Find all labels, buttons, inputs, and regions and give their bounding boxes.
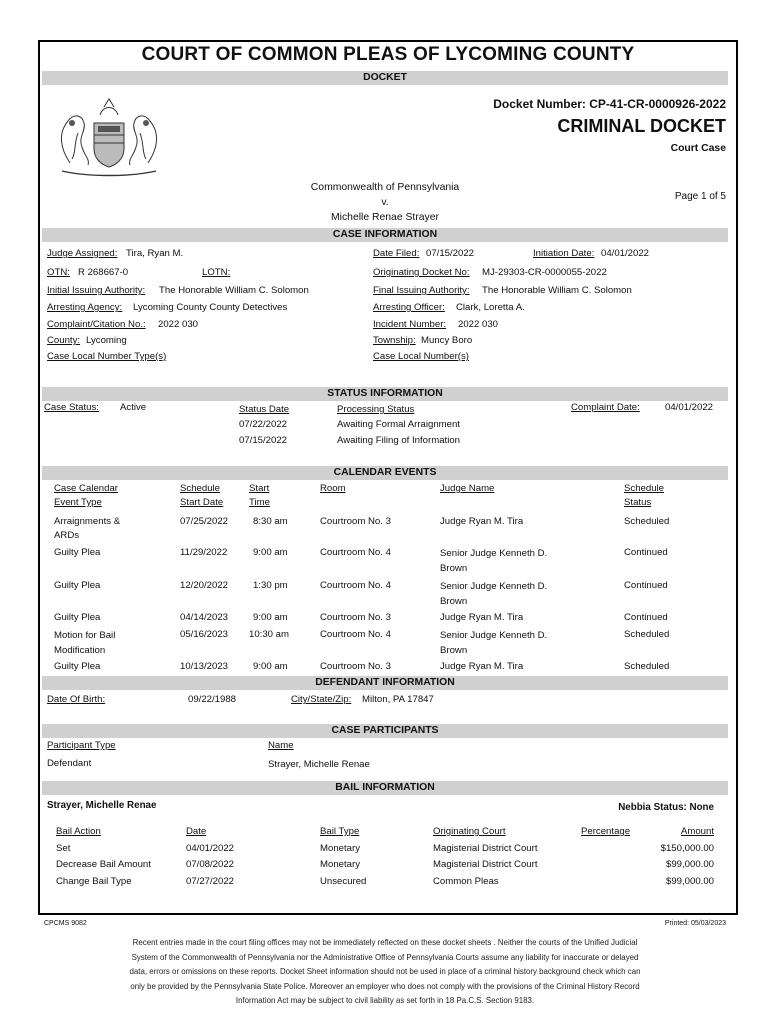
incident-number-label: Incident Number:	[373, 319, 447, 330]
disclaimer-line: data, errors or omissions on these reports. Docket Sheet information should not be used in place of a criminal history background check which can	[129, 967, 641, 977]
calendar-event-room: Courtroom No. 4	[320, 629, 391, 640]
disclaimer-line: only be provided by the Pennsylvania State Police. Moreover an employer who does not comply with the provisions of the Criminal History Record	[130, 981, 640, 991]
calendar-event-date: 11/29/2022	[180, 547, 228, 558]
nebbia-status: Nebbia Status: None	[618, 802, 714, 813]
participant-type: Defendant	[47, 758, 92, 769]
complaint-date-value: 04/01/2022	[665, 402, 714, 413]
bail-court: Magisterial District Court	[433, 859, 538, 870]
participant-name-header: Name	[268, 740, 294, 751]
status-date-header: Status Date	[239, 404, 290, 415]
calendar-event-judge: Judge Ryan M. Tira	[440, 661, 524, 672]
bail-court: Common Pleas	[433, 876, 499, 887]
calendar-event-date: 12/20/2022	[180, 580, 229, 591]
originating-docket-label: Originating Docket No:	[373, 267, 470, 278]
calendar-events-band: CALENDAR EVENTS	[42, 466, 728, 480]
caption-defendant: Michelle Renae Strayer	[331, 212, 439, 223]
status-row-date: 07/15/2022	[239, 435, 288, 446]
calendar-event-time: 1:30 pm	[253, 580, 288, 591]
calendar-event-time: 9:00 am	[253, 547, 288, 558]
printed-date: Printed: 05/03/2023	[664, 920, 726, 927]
calendar-header-time: Time	[249, 497, 270, 508]
case-information-band: CASE INFORMATION	[42, 228, 728, 242]
disclaimer-line: Recent entries made in the court filing offices may not be immediately reflected on these docket sheets . Neither the courts of the Unified Judicial	[132, 938, 638, 947]
docket-band: DOCKET	[42, 71, 728, 85]
calendar-event-time: 10:30 am	[249, 629, 290, 640]
date-filed-label: Date Filed:	[373, 248, 420, 259]
case-participants-band: CASE PARTICIPANTS	[42, 724, 728, 738]
bail-header-action: Bail Action	[56, 826, 101, 837]
calendar-header-date: Schedule	[180, 483, 221, 494]
calendar-header-type: Event Type	[54, 497, 102, 508]
arresting-officer-label: Arresting Officer:	[373, 302, 445, 313]
processing-status-header: Processing Status	[337, 404, 415, 415]
bail-court: Magisterial District Court	[433, 843, 538, 854]
calendar-event-room: Courtroom No. 4	[320, 580, 391, 591]
calendar-event-type: Guilty Plea	[54, 612, 101, 623]
calendar-event-status: Scheduled	[624, 516, 670, 527]
bail-header-amount: Amount	[680, 826, 714, 837]
complaint-citation-label: Complaint/Citation No.:	[47, 319, 146, 330]
calendar-event-room: Courtroom No. 3	[320, 661, 391, 672]
initial-authority-value: The Honorable William C. Solomon	[159, 285, 309, 296]
status-row-status: Awaiting Filing of Information	[337, 435, 461, 446]
judge-assigned-value: Tira, Ryan M.	[126, 248, 184, 259]
calendar-event-type: Arraignments &	[54, 516, 121, 527]
calendar-event-date: 04/14/2023	[180, 612, 229, 623]
date-filed-value: 07/15/2022	[426, 248, 475, 259]
calendar-event-status: Scheduled	[624, 661, 670, 672]
calendar-event-judge: Brown	[440, 645, 468, 656]
calendar-header-judge: Judge Name	[440, 483, 495, 494]
initiation-date-value: 04/01/2022	[601, 248, 650, 259]
bail-person-name: Strayer, Michelle Renae	[47, 800, 157, 811]
calendar-event-type: Motion for Bail	[54, 630, 116, 641]
city-state-zip-value: Milton, PA 17847	[362, 694, 434, 705]
page-indicator: Page 1 of 5	[674, 191, 726, 202]
judge-assigned-label: Judge Assigned:	[47, 248, 118, 259]
complaint-date-label: Complaint Date:	[571, 402, 640, 413]
incident-number-value: 2022 030	[458, 319, 499, 330]
bail-date: 07/27/2022	[186, 876, 235, 887]
bail-amount: $150,000.00	[660, 843, 714, 854]
final-authority-value: The Honorable William C. Solomon	[482, 285, 632, 296]
docket-type: CRIMINAL DOCKET	[557, 116, 726, 136]
bail-type: Unsecured	[320, 876, 367, 887]
calendar-event-time: 8:30 am	[253, 516, 288, 527]
status-row-date: 07/22/2022	[239, 419, 288, 430]
calendar-event-date: 10/13/2023	[180, 661, 229, 672]
calendar-event-time: 9:00 am	[253, 661, 288, 672]
otn-value: R 268667-0	[78, 267, 129, 278]
bail-type: Monetary	[320, 859, 360, 870]
calendar-event-judge: Brown	[440, 563, 468, 574]
bail-header-court: Originating Court	[433, 826, 506, 837]
calendar-header-status: Schedule	[624, 483, 665, 494]
bail-type: Monetary	[320, 843, 360, 854]
participant-type-header: Participant Type	[47, 740, 116, 751]
status-row-status: Awaiting Formal Arraignment	[337, 419, 460, 430]
bail-amount: $99,000.00	[665, 876, 714, 887]
calendar-event-judge: Judge Ryan M. Tira	[440, 516, 524, 527]
calendar-event-judge: Judge Ryan M. Tira	[440, 612, 524, 623]
city-state-zip-label: City/State/Zip:	[291, 694, 352, 705]
defendant-information-band: DEFENDANT INFORMATION	[42, 676, 728, 690]
calendar-event-judge: Brown	[440, 596, 468, 607]
participant-name: Strayer, Michelle Renae	[268, 759, 370, 770]
arresting-officer-value: Clark, Loretta A.	[456, 302, 525, 313]
calendar-event-judge: Senior Judge Kenneth D.	[440, 548, 548, 559]
case-status-value: Active	[120, 402, 147, 413]
local-number-type-label: Case Local Number Type(s)	[47, 351, 167, 362]
docket-number: Docket Number: CP-41-CR-0000926-2022	[493, 97, 726, 111]
disclaimer-line: System of the Commonwealth of Pennsylvania nor the Administrative Office of Pennsylvania Courts assume any liability for inaccurate or delayed	[131, 952, 639, 962]
form-id: CPCMS 9082	[44, 920, 87, 927]
complaint-citation-value: 2022 030	[158, 319, 199, 330]
calendar-header-status: Status	[624, 497, 652, 508]
pennsylvania-seal-icon	[48, 93, 170, 177]
dob-label: Date Of Birth:	[47, 694, 106, 705]
bail-header-type: Bail Type	[320, 826, 360, 837]
caption-plaintiff: Commonwealth of Pennsylvania	[310, 182, 460, 193]
calendar-event-type: Modification	[54, 645, 106, 656]
dob-value: 09/22/1988	[188, 694, 237, 705]
bail-date: 04/01/2022	[186, 843, 235, 854]
calendar-event-judge: Senior Judge Kenneth D.	[440, 581, 548, 592]
arresting-agency-label: Arresting Agency:	[47, 302, 123, 313]
calendar-event-status: Scheduled	[624, 629, 670, 640]
bail-header-percentage: Percentage	[581, 826, 631, 837]
calendar-event-time: 9:00 am	[253, 612, 288, 623]
calendar-header-time: Start	[249, 483, 270, 494]
calendar-header-room: Room	[320, 483, 346, 494]
bail-action: Decrease Bail Amount	[56, 859, 151, 870]
initial-authority-label: Initial Issuing Authority:	[47, 285, 146, 296]
lotn-label: LOTN:	[202, 267, 231, 278]
calendar-event-room: Courtroom No. 3	[320, 612, 391, 623]
bail-action: Set	[56, 843, 71, 854]
otn-label: OTN:	[47, 267, 70, 278]
case-status-label: Case Status:	[44, 402, 99, 413]
county-value: Lycoming	[86, 335, 127, 346]
calendar-event-type: Guilty Plea	[54, 661, 101, 672]
disclaimer	[40, 936, 730, 1009]
township-label: Township:	[373, 335, 416, 346]
calendar-event-judge: Senior Judge Kenneth D.	[440, 630, 548, 641]
calendar-header-date: Start Date	[180, 497, 224, 508]
calendar-event-type: Guilty Plea	[54, 547, 101, 558]
calendar-header-type: Case Calendar	[54, 483, 118, 494]
calendar-event-room: Courtroom No. 3	[320, 516, 391, 527]
township-value: Muncy Boro	[421, 335, 473, 346]
final-authority-label: Final Issuing Authority:	[373, 285, 470, 296]
calendar-event-status: Continued	[624, 580, 668, 591]
caption-versus: v.	[381, 197, 389, 208]
calendar-event-room: Courtroom No. 4	[320, 547, 391, 558]
disclaimer-line: Information Act may be subject to civil liability as set forth in 18 Pa.C.S. Section 9183.	[235, 996, 535, 1006]
calendar-event-date: 07/25/2022	[180, 516, 229, 527]
bail-information-band: BAIL INFORMATION	[42, 781, 728, 795]
bail-header-date: Date	[186, 826, 207, 837]
county-label: County:	[47, 335, 81, 346]
status-information-band: STATUS INFORMATION	[42, 387, 728, 401]
calendar-event-status: Continued	[624, 612, 668, 623]
court-case-label: Court Case	[670, 143, 726, 154]
calendar-event-type: ARDs	[54, 530, 80, 541]
bail-date: 07/08/2022	[186, 859, 235, 870]
local-number-label: Case Local Number(s)	[373, 351, 469, 362]
calendar-event-type: Guilty Plea	[54, 580, 101, 591]
bail-amount: $99,000.00	[665, 859, 714, 870]
bail-action: Change Bail Type	[56, 876, 132, 887]
court-title: COURT OF COMMON PLEAS OF LYCOMING COUNTY	[141, 44, 635, 65]
calendar-event-date: 05/16/2023	[180, 629, 229, 640]
arresting-agency-value: Lycoming County County Detectives	[133, 302, 288, 313]
calendar-event-status: Continued	[624, 547, 668, 558]
originating-docket-value: MJ-29303-CR-0000055-2022	[482, 267, 607, 278]
initiation-date-label: Initiation Date:	[533, 248, 595, 259]
